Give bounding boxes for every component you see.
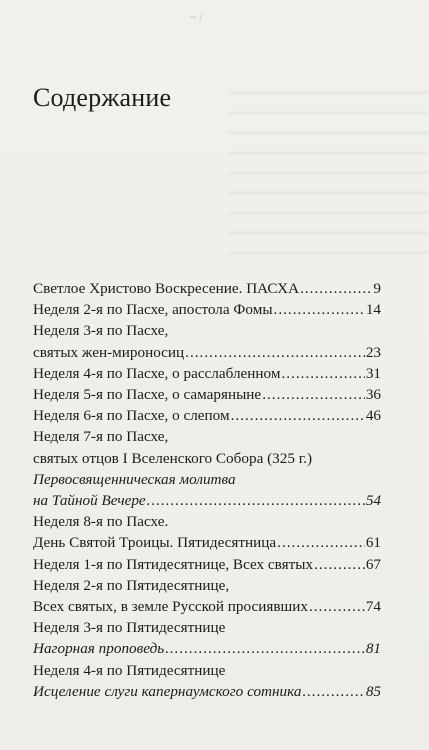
- toc-entry-title: Неделя 4-я по Пятидесятнице: [33, 661, 226, 679]
- toc-entry: [33, 299, 381, 320]
- toc-page-number: 67: [365, 555, 381, 573]
- faint-top-mark: ~/: [190, 10, 206, 24]
- toc-entry-title: Неделя 2-я по Пятидесятнице,: [33, 576, 230, 594]
- toc-page-number: 81: [365, 640, 381, 658]
- toc-leader-dots: [185, 342, 365, 363]
- toc-leader-dots: [274, 299, 365, 320]
- toc-page-number: 31: [365, 364, 381, 382]
- toc-entry-title: святых жен-мироносиц: [33, 343, 185, 361]
- toc-entry: [33, 660, 381, 681]
- toc-entry-row: [33, 278, 381, 299]
- toc-leader-dots: [281, 363, 364, 384]
- toc-entry: [33, 426, 381, 468]
- toc-leader-dots: [302, 681, 364, 702]
- toc-entry-row: [33, 638, 381, 659]
- toc-entry: [33, 532, 381, 553]
- toc-entry: [33, 278, 381, 299]
- toc-entry: [33, 384, 381, 405]
- toc-entry-row: [33, 299, 381, 320]
- toc-entry: [33, 511, 381, 532]
- toc-entry-row: [33, 596, 381, 617]
- toc-entry-row: [33, 342, 381, 363]
- toc-leader-dots: [300, 278, 372, 299]
- table-of-contents: [33, 278, 381, 702]
- toc-page-number: 74: [365, 598, 381, 616]
- toc-entry: [33, 575, 381, 617]
- toc-entry-title: Исцеление слуги капернаумского сотника: [33, 682, 302, 700]
- toc-entry-row: [33, 384, 381, 405]
- toc-entry: [33, 320, 381, 362]
- toc-entry: [33, 681, 381, 702]
- toc-entry-title: Неделя 5-я по Пасхе, о самаряныне: [33, 386, 262, 404]
- toc-entry-title: Неделя 8-я по Пасхе.: [33, 513, 169, 531]
- toc-leader-dots: [147, 490, 365, 511]
- toc-page-number: 23: [365, 343, 381, 361]
- toc-entry: [33, 469, 381, 511]
- toc-leader-dots: [277, 532, 365, 553]
- toc-entry: [33, 363, 381, 384]
- page-title: Содержание: [33, 83, 172, 112]
- toc-entry-title: Неделя 3-я по Пятидесятнице: [33, 619, 226, 637]
- toc-entry-title: на Тайной Вечере: [33, 492, 146, 510]
- toc-entry: [33, 617, 381, 638]
- toc-entry: [33, 554, 381, 575]
- toc-entry-row: [33, 532, 381, 553]
- toc-page-number: 61: [365, 534, 381, 552]
- toc-entry-title: Нагорная проповедь: [33, 640, 165, 658]
- toc-leader-dots: [231, 405, 365, 426]
- toc-entry-title: Светлое Христово Воскресение. ПАСХА: [33, 280, 300, 297]
- toc-entry-title: Неделя 3-я по Пасхе,: [33, 322, 169, 340]
- toc-entry-title: Неделя 2-я по Пасхе, апостола Фомы: [33, 301, 273, 319]
- toc-leader-dots: [309, 596, 365, 617]
- toc-page-number: 46: [365, 407, 381, 425]
- toc-entry-title: День Святой Троицы. Пятидесятница: [33, 534, 277, 552]
- toc-entry-title: Неделя 1-я по Пятидесятнице, Всех святых: [33, 555, 314, 573]
- toc-leader-dots: [262, 384, 365, 405]
- toc-leader-dots: [314, 554, 365, 575]
- toc-entry-title: Неделя 7-я по Пасхе,: [33, 428, 169, 446]
- toc-page-number: 36: [365, 386, 381, 404]
- toc-page-number: 85: [365, 682, 381, 700]
- toc-entry-title: Всех святых, в земле Русской просиявших: [33, 598, 308, 616]
- toc-entry-row: [33, 554, 381, 575]
- toc-entry-row: [33, 363, 381, 384]
- toc-leader-dots: [165, 638, 365, 659]
- toc-page-number: 54: [365, 492, 381, 510]
- toc-page-number: 9: [373, 280, 381, 297]
- toc-entry: [33, 638, 381, 659]
- toc-entry-title: Неделя 4-я по Пасхе, о расслабленном: [33, 364, 281, 382]
- toc-entry-title: святых отцов I Вселенского Собора (325 г.): [33, 449, 313, 467]
- toc-entry-title: Неделя 6-я по Пасхе, о слепом: [33, 407, 230, 425]
- toc-entry: [33, 405, 381, 426]
- toc-page-number: 14: [365, 301, 381, 319]
- show-through-text: [228, 92, 428, 267]
- toc-entry-row: [33, 490, 381, 511]
- toc-entry-title: Первосвященническая молитва: [33, 470, 236, 488]
- toc-entry-row: [33, 405, 381, 426]
- toc-entry-row: [33, 681, 381, 702]
